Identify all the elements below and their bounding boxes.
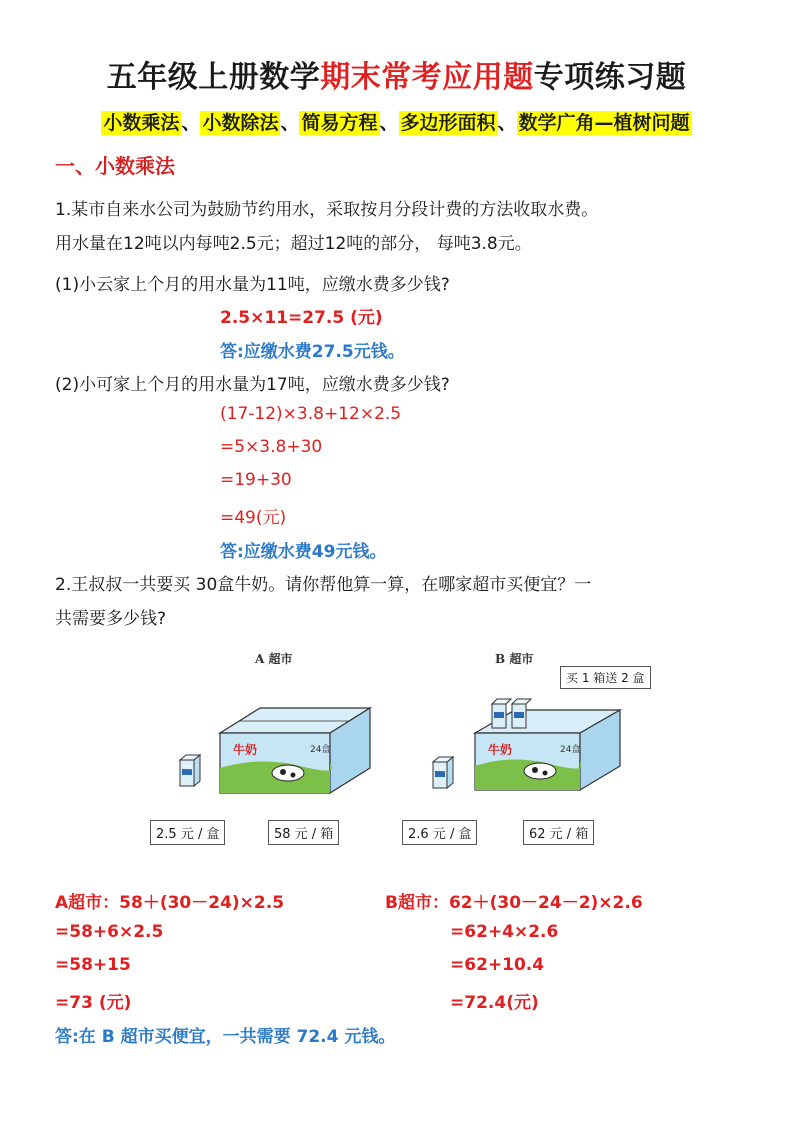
q1-sub2-step: =19+30 (220, 470, 292, 490)
supermarket-figure (140, 638, 680, 848)
q1-sub2-question: (2)小可家上个月的用水量为17吨，应缴水费多少钱? (55, 375, 450, 395)
topic-tree-planting: 数学广角—植树问题 (518, 112, 690, 134)
q1-sub2-answer: 答:应缴水费49元钱。 (220, 542, 387, 562)
q1-sub1-answer: 答:应缴水费27.5元钱。 (220, 342, 405, 362)
solution-a-step: A超市：58＋(30－24)×2.5 (55, 893, 285, 913)
q2-text-line2: 共需要多少钱? (55, 609, 167, 629)
store-b-promo: 买 1 箱送 2 盒 (560, 666, 651, 689)
q1-sub2-step: (17-12)×3.8+12×2.5 (220, 404, 402, 424)
q1-sub1-question: (1)小云家上个月的用水量为11吨，应缴水费多少钱? (55, 275, 450, 295)
store-a-carton-count: 24盒 (310, 745, 331, 755)
title-highlight: 期末常考应用题 (320, 60, 534, 95)
topic-decimal-division: 小数除法 (202, 112, 279, 134)
topic-separator: 、 (181, 112, 201, 134)
q1-sub2-step: =49(元) (220, 508, 287, 528)
store-b-box-price: 62 元 / 箱 (523, 820, 594, 845)
store-b-small-box-label: 牛奶 (435, 767, 446, 773)
store-a-box-price: 58 元 / 箱 (268, 820, 339, 845)
q1-sub1-calc: 2.5×11=27.5 (元) (220, 308, 383, 328)
solution-b-step: =62+10.4 (450, 955, 545, 975)
q1-text-line2: 用水量在12吨以内每吨2.5元；超过12吨的部分， 每吨3.8元。 (55, 234, 532, 254)
store-a-carton-brand: 牛奶 (233, 743, 258, 757)
section-heading: 一、小数乘法 (55, 154, 175, 178)
page-title (0, 52, 793, 96)
topic-simple-equations: 简易方程 (301, 112, 378, 134)
topic-polygon-area: 多边形面积 (400, 112, 496, 134)
store-b-bonus-boxes (492, 699, 531, 728)
topic-list (0, 108, 793, 135)
q1-text-line1: 1.某市自来水公司为鼓励节约用水，采取按月分段计费的方法收取水费。 (55, 200, 599, 220)
store-b-unit-price: 2.6 元 / 盒 (402, 820, 477, 845)
topic-decimal-multiplication: 小数乘法 (103, 112, 180, 134)
store-b-label: B 超市 (495, 652, 534, 666)
store-a-small-box-label: 牛奶 (182, 765, 193, 771)
solution-b-step: =72.4(元) (450, 993, 539, 1013)
store-b-carton-brand: 牛奶 (488, 743, 513, 757)
topic-separator: 、 (280, 112, 300, 134)
solution-b-step: =62+4×2.6 (450, 922, 559, 942)
q1-sub2-step: =5×3.8+30 (220, 437, 323, 457)
solution-a-step: =58+6×2.5 (55, 922, 164, 942)
solution-b-step: B超市：62＋(30－24－2)×2.6 (385, 893, 643, 913)
title-part1: 五年级上册数学 (106, 60, 321, 95)
store-a-unit-price: 2.5 元 / 盒 (150, 820, 225, 845)
store-a-label: A 超市 (255, 652, 293, 666)
title-part3: 专项练习题 (533, 60, 687, 95)
solution-a-step: =73 (元) (55, 993, 132, 1013)
store-b-carton-count: 24盒 (560, 745, 581, 755)
topic-separator: 、 (379, 112, 399, 134)
q2-answer: 答:在 B 超市买便宜，一共需要 72.4 元钱。 (55, 1027, 396, 1047)
topic-separator: 、 (497, 112, 517, 134)
q2-text-line1: 2.王叔叔一共要买 30盒牛奶。请你帮他算一算，在哪家超市买便宜？一 (55, 575, 592, 595)
solution-a-step: =58+15 (55, 955, 131, 975)
